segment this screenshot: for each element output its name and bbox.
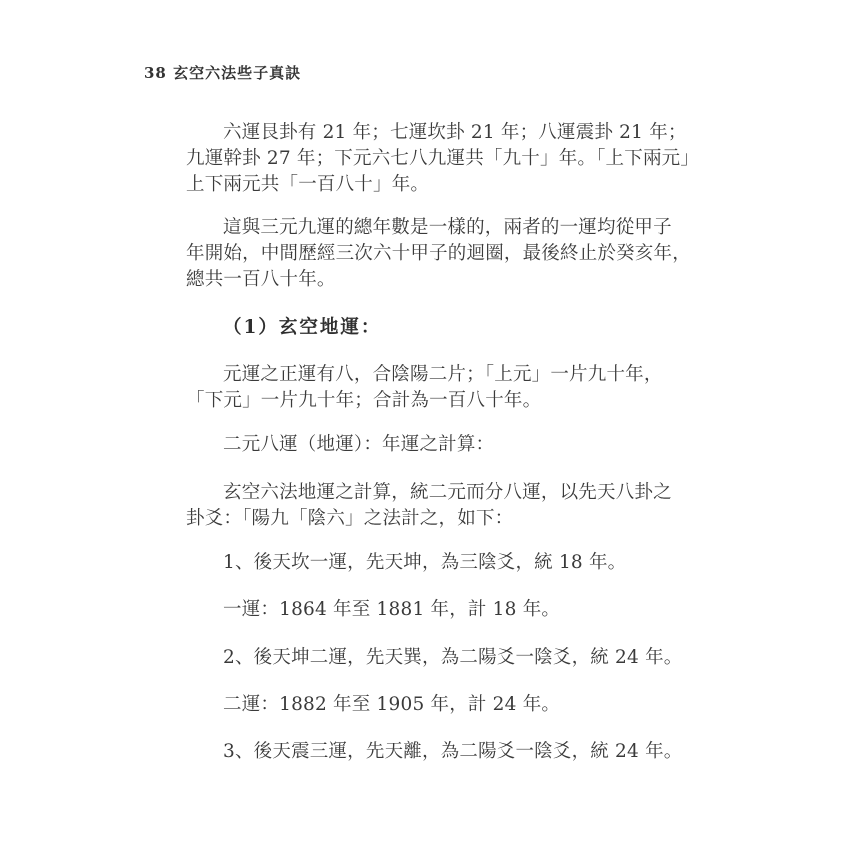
text-line: 元運之正運有八，合陰陽二片；「上元」一片九十年， [223, 364, 663, 385]
text-line: 六運艮卦有 21 年；七運坎卦 21 年；八運震卦 21 年； [223, 122, 687, 143]
text-line: 玄空六法地運之計算，統二元而分八運，以先天八卦之 [223, 482, 672, 503]
text-line: 卦爻：「陽九「陰六」之法計之，如下： [186, 508, 514, 529]
paragraph-yun-years [186, 120, 700, 198]
text-line: 二元八運（地運）：年運之計算： [223, 434, 495, 455]
text-line: 年開始，中間歷經三次六十甲子的迴圈，最後終止於癸亥年， [186, 243, 691, 264]
text-line: 一運：1864 年至 1881 年，計 18 年。 [223, 599, 561, 620]
text-line: 1、後天坎一運，先天坤，為三陰爻，統 18 年。 [223, 552, 627, 573]
text-line: 總共一百八十年。 [186, 269, 336, 290]
list-item-3 [186, 739, 683, 765]
range-item-2 [186, 692, 658, 718]
subheading-calculation [186, 432, 658, 458]
section-heading [186, 315, 658, 341]
paragraph-method [186, 480, 672, 532]
book-title: 玄空六法些子真訣 [173, 64, 302, 82]
page-number: 38 [144, 64, 167, 82]
section-heading-text: （1）玄空地運： [223, 317, 382, 338]
text-line: 二運：1882 年至 1905 年，計 24 年。 [223, 694, 561, 715]
list-item-2 [186, 645, 683, 671]
running-header [144, 62, 301, 83]
text-line: 九運幹卦 27 年；下元六七八九運共「九十」年。「上下兩元」 [186, 148, 700, 169]
range-item-1 [186, 597, 658, 623]
text-line: 這與三元九運的總年數是一樣的，兩者的一運均從甲子 [223, 217, 672, 238]
text-line: 「下元」一片九十年；合計為一百八十年。 [186, 390, 542, 411]
paragraph-yuan-yun [186, 362, 663, 414]
text-line: 上下兩元共「一百八十」年。 [186, 174, 430, 195]
text-line: 3、後天震三運，先天離，為二陽爻一陰爻，統 24 年。 [223, 741, 683, 762]
text-line: 2、後天坤二運，先天巽，為二陽爻一陰爻，統 24 年。 [223, 647, 683, 668]
paragraph-comparison [186, 215, 691, 293]
list-item-1 [186, 550, 658, 576]
